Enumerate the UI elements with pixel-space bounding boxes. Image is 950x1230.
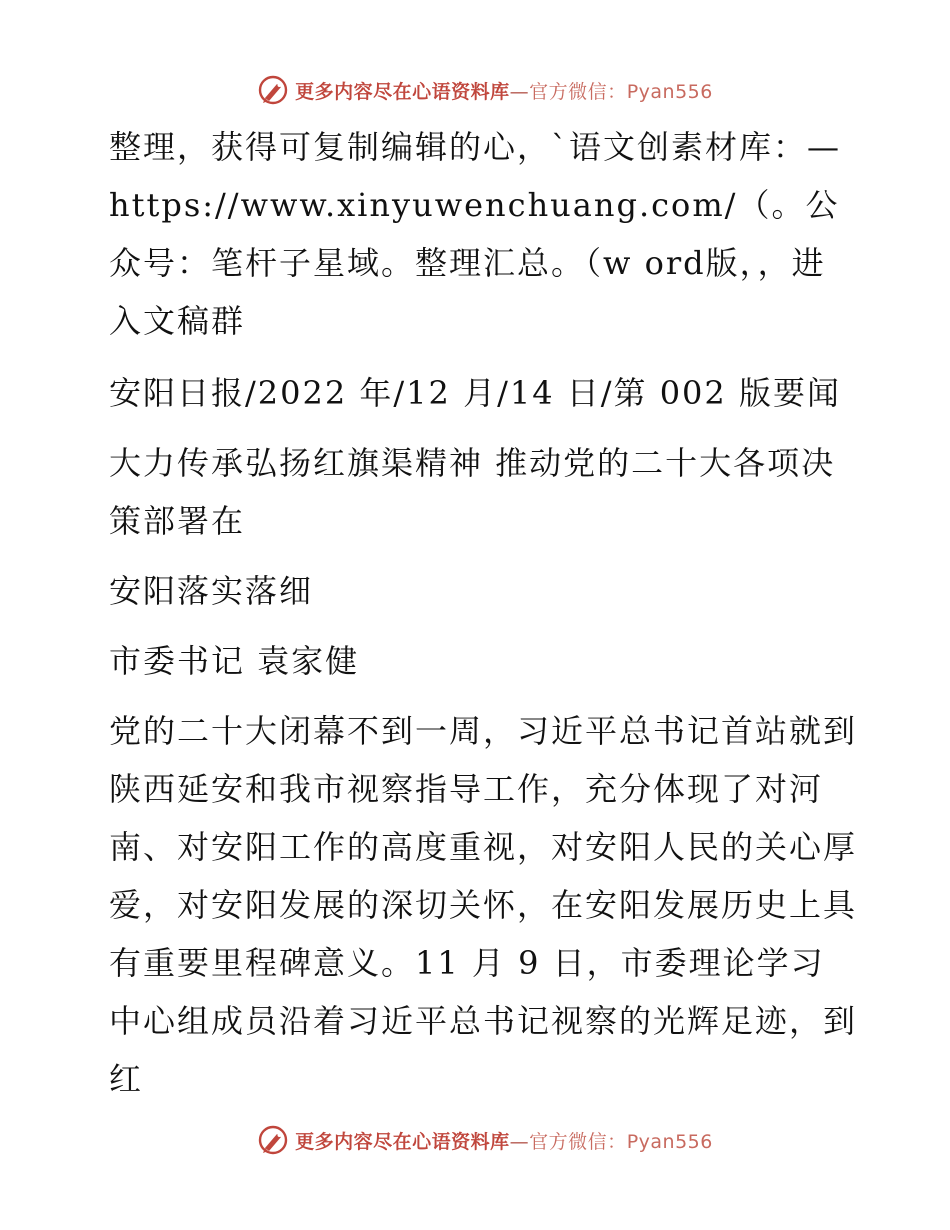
- footer-banner: [0, 1120, 950, 1160]
- pen-logo-icon: [257, 74, 289, 106]
- byline: 市委书记 袁家健: [109, 642, 360, 680]
- banner-wechat-label: 官方微信：: [529, 1130, 627, 1153]
- intro-paragraph: 整理，获得可复制编辑的心，`语文创素材库：—https://www.xinyuwenchuang.com/（。公众号：笔杆子星域。整理汇总。（w ord版，，进入文稿群: [109, 128, 842, 340]
- pen-logo-icon: [257, 1124, 289, 1156]
- headline: 大力传承弘扬红旗渠精神 推动党的二十大各项决策部署在: [109, 444, 836, 540]
- banner-separator: —: [509, 1130, 530, 1153]
- banner-main-text: 更多内容尽在心语资料库: [295, 80, 510, 103]
- banner-wechat-label: 官方微信：: [529, 80, 627, 103]
- document-body: [97, 118, 857, 1108]
- body-paragraph: 党的二十大闭幕不到一周，习近平总书记首站就到陕西延安和我市视察指导工作，充分体现了对河南、对安阳工作的高度重视，对安阳人民的关心厚爱，对安阳发展的深切关怀，在安阳发展历史上具有重要里程碑意义。11 月 9 日，市委理论学习中心组成员沿着习近平总书记视察的光辉足迹，到红: [109, 712, 858, 1098]
- header-banner: [0, 70, 950, 110]
- banner-text: [295, 77, 713, 104]
- headline-continued: 安阳落实落细: [109, 572, 314, 610]
- dateline: 安阳日报/2022 年/12 月/14 日/第 002 版要闻: [109, 374, 841, 412]
- banner-main-text: 更多内容尽在心语资料库: [295, 1130, 510, 1153]
- banner-wechat-id: Pyan556: [626, 1130, 713, 1153]
- banner-separator: —: [509, 80, 530, 103]
- banner-wechat-id: Pyan556: [626, 80, 713, 103]
- banner-text: [295, 1127, 713, 1154]
